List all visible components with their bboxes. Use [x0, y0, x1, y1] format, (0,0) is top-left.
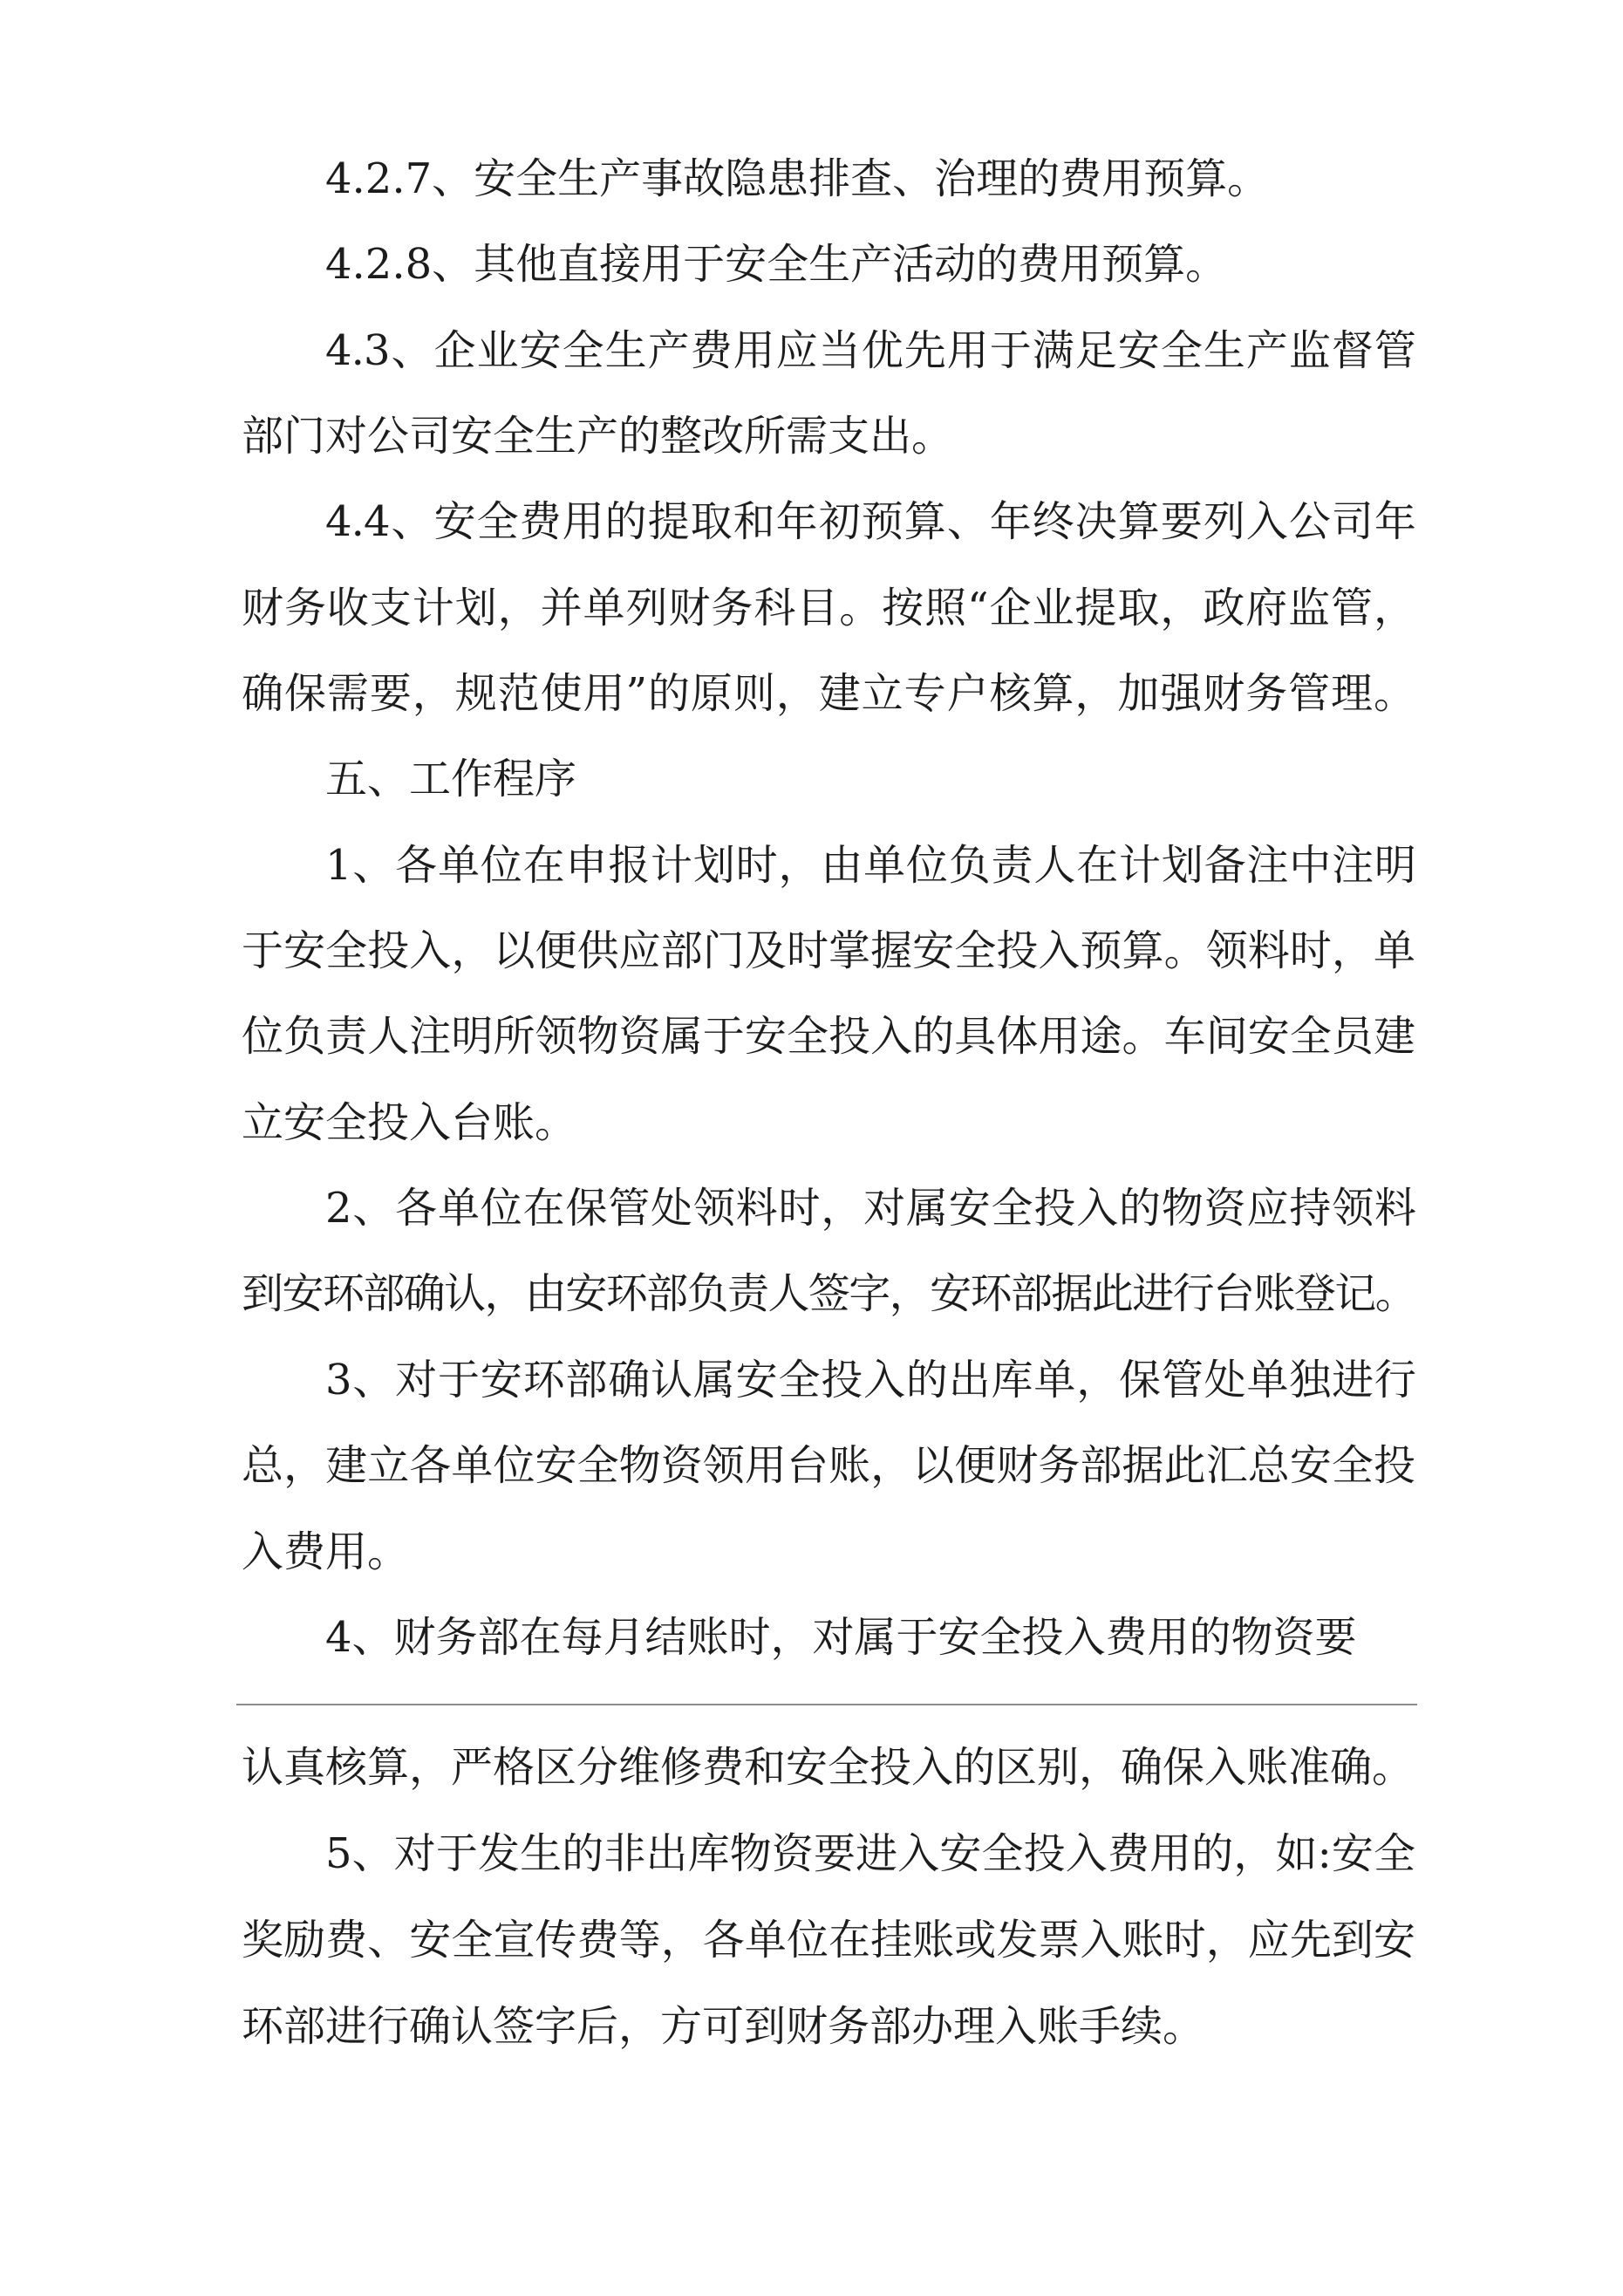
paragraph — [242, 823, 1415, 1165]
paragraph — [242, 1165, 1415, 1337]
paragraph-line: 确保需要，规范使用”的原则，建立专户核算，加强财务管理。 — [242, 669, 1415, 719]
paragraph — [242, 479, 1415, 736]
document-body-upper — [242, 136, 1415, 1680]
document-body-lower — [242, 1725, 1415, 2070]
paragraph-line: 3、对于安环部确认属安全投入的出库单，保管处单独进行 — [325, 1355, 1415, 1404]
paragraph-line: 4.4、安全费用的提取和年初预算、年终决算要列入公司年 — [325, 497, 1415, 547]
paragraph — [242, 1595, 1415, 1680]
paragraph-line: 入费用。 — [242, 1527, 410, 1576]
paragraph-line: 4.2.8、其他直接用于安全生产活动的费用预算。 — [325, 240, 1228, 290]
paragraph — [242, 308, 1415, 480]
paragraph-line: 位负责人注明所领物资属于安全投入的具体用途。车间安全员建 — [242, 1012, 1415, 1062]
paragraph — [242, 136, 1415, 222]
paragraph — [242, 1811, 1415, 2070]
paragraph-line: 4.3、企业安全生产费用应当优先用于满足安全生产监督管 — [325, 325, 1415, 375]
paragraph-line: 总，建立各单位安全物资领用台账，以便财务部据此汇总安全投 — [242, 1441, 1415, 1491]
paragraph-line: 1、各单位在申报计划时，由单位负责人在计划备注中注明 — [325, 840, 1415, 890]
paragraph-line: 奖励费、安全宣传费等，各单位在挂账或发票入账时，应先到安 — [242, 1916, 1415, 1965]
paragraph-line: 认真核算，严格区分维修费和安全投入的区别，确保入账准确。 — [242, 1743, 1415, 1792]
paragraph-line: 立安全投入台账。 — [242, 1097, 577, 1147]
paragraph-line: 到安环部确认，由安环部负责人签字，安环部据此进行台账登记。 — [242, 1269, 1415, 1319]
paragraph-line: 财务收支计划，并单列财务科目。按照“企业提取，政府监管， — [242, 583, 1415, 632]
paragraph-line: 5、对于发生的非出库物资要进入安全投入费用的，如:安全 — [325, 1829, 1415, 1878]
paragraph-line: 2、各单位在保管处领料时，对属安全投入的物资应持领料 — [325, 1184, 1415, 1233]
section-heading — [242, 736, 1415, 822]
paragraph-line: 部门对公司安全生产的整改所需支出。 — [242, 412, 954, 461]
section-heading-text: 五、工作程序 — [325, 755, 577, 804]
paragraph — [242, 1725, 1415, 1811]
paragraph — [242, 222, 1415, 307]
paragraph — [242, 1337, 1415, 1595]
paragraph-line: 4.2.7、安全生产事故隐患排查、治理的费用预算。 — [325, 154, 1270, 203]
page-break-divider — [236, 1704, 1417, 1705]
paragraph-line: 环部进行确认签字后，方可到财务部办理入账手续。 — [242, 2002, 1205, 2051]
paragraph-line: 4、财务部在每月结账时，对属于安全投入费用的物资要 — [325, 1612, 1357, 1662]
paragraph-line: 于安全投入，以便供应部门及时掌握安全投入预算。领料时，单 — [242, 926, 1415, 976]
